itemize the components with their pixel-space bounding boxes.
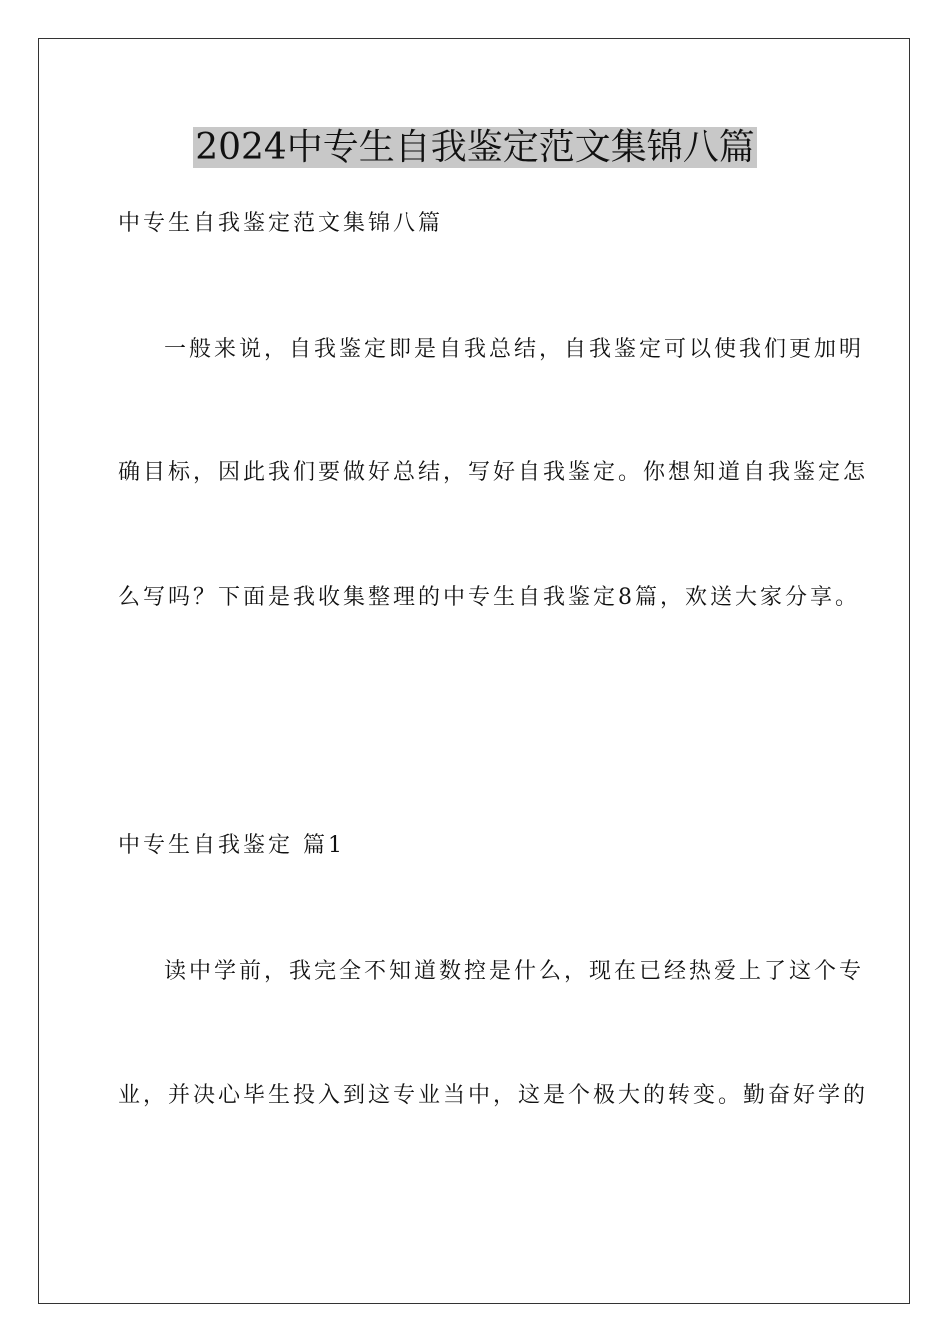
paragraph-line: 么写吗？下面是我收集整理的中专生自我鉴定8篇，欢送大家分享。 xyxy=(118,585,860,610)
paragraph-line: 读中学前，我完全不知道数控是什么，现在已经热爱上了这个专 xyxy=(164,959,865,984)
paragraph-line: 一般来说，自我鉴定即是自我总结，自我鉴定可以使我们更加明 xyxy=(164,337,865,362)
document-subtitle: 中专生自我鉴定范文集锦八篇 xyxy=(118,211,444,236)
document-title-text: 2024中专生自我鉴定范文集锦八篇 xyxy=(195,127,755,168)
paragraph-line: 确目标，因此我们要做好总结，写好自我鉴定。你想知道自我鉴定怎 xyxy=(118,460,869,485)
document-title xyxy=(0,126,950,170)
paragraph-line: 业，并决心毕生投入到这专业当中，这是个极大的转变。勤奋好学的 xyxy=(118,1083,869,1108)
section-heading: 中专生自我鉴定 篇1 xyxy=(118,833,345,858)
